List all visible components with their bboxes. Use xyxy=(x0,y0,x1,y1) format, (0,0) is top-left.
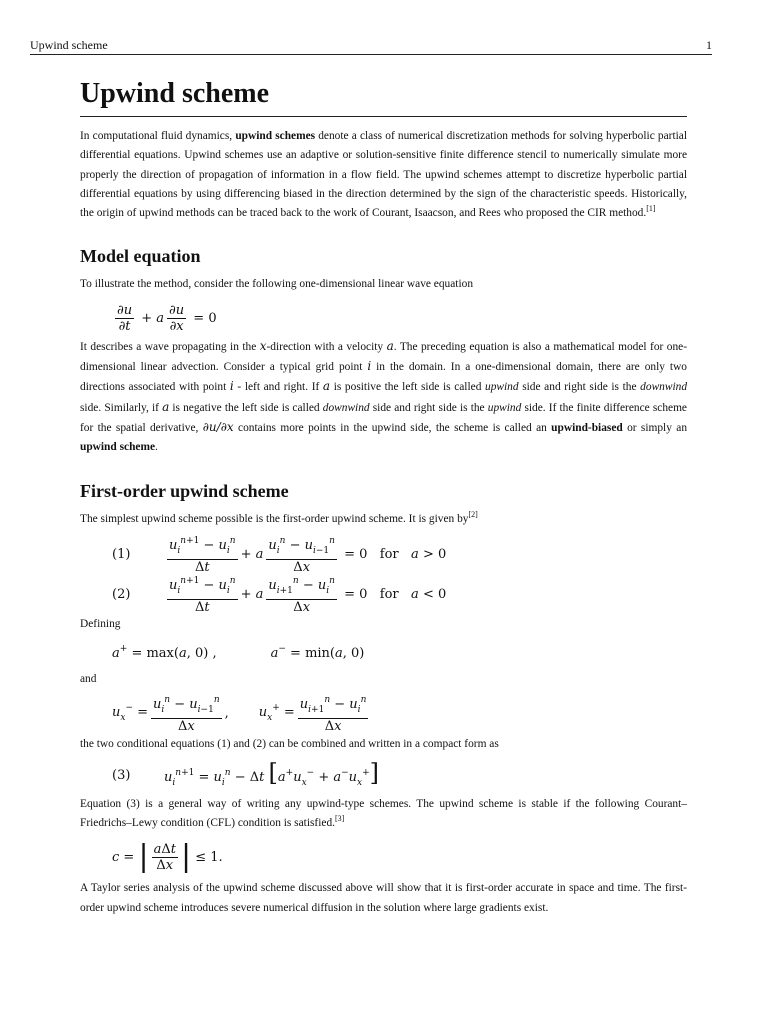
and-label: and xyxy=(80,673,97,686)
equation-2: (2) $u_i^{n+1} - u_i^n$ Δt + a $u_{i+1}^n - u_i^n$ Δx = 0 for a < 0 xyxy=(112,576,447,616)
page-number: 1 xyxy=(706,38,712,52)
running-header xyxy=(30,38,712,55)
first-order-lead: The simplest upwind scheme possible is the first-order upwind scheme. It is given by[2] xyxy=(80,509,478,525)
scheme-equations xyxy=(112,535,687,615)
heading-first-order: First-order upwind scheme xyxy=(80,480,289,501)
a-plus-minus-definitions: a+ = max(a, 0) , a− = min(a, 0) xyxy=(112,643,365,661)
model-lead: To illustrate the method, consider the following one-dimensional linear wave equation xyxy=(80,278,474,291)
citation-1[interactable]: [1] xyxy=(646,204,656,214)
citation-2[interactable]: [2] xyxy=(468,509,478,519)
wave-equation: ∂u ∂t + a $\frac{\partial u}{\partial x}$ = 0 xyxy=(117,303,217,335)
difference-definitions: $u_x^-$ = $u_i^n - u_{i-1}^n$ Δx , $u_x^+$ = $u_{i+1}^n - u_i^n$ Δx xyxy=(112,694,367,734)
page-title: Upwind scheme xyxy=(80,76,687,117)
equation-3: (3) $u_i^{n+1} = u_i^n - \Delta t$ $[a^+u_x^- + a^-u_x^+]$ xyxy=(112,759,380,789)
taylor-paragraph: A Taylor series analysis of the upwind scheme discussed above will show that it is first-order accurate in space and time. The first-order upwind scheme introduces severe numerical diffusion in the solution where large gradients exist. xyxy=(80,882,687,914)
equation-3-paragraph: Equation (3) is a general way of writing any upwind-type schemes. The upwind scheme is stable if the following Courant–Friedrichs–Lewy condition (CFL) condition is satisfied.[3] xyxy=(80,797,687,830)
combined-text: the two conditional equations (1) and (2) can be combined and written in a compact form as xyxy=(80,738,499,751)
term-upwind-schemes: upwind schemes xyxy=(235,130,316,142)
defining-label: Defining xyxy=(80,617,121,630)
heading-model-equation: Model equation xyxy=(80,246,201,267)
intro-paragraph: In computational fluid dynamics, upwind schemes denote a class of numerical discretization methods for solving hyperbolic partial differential equations. Upwind schemes use an adaptive or solution-sensitive finite difference stencil to numerically simulate more properly the direction of propagation of information in a flow field. The upwind schemes attempt to discretize hyperbolic partial differential equations by using differencing biased in the direction determined by the sign of the characteristic speeds. Historically, the origin of upwind methods can be traced back to the work of Courant, Isaacson, and Rees who proposed the CIR method.[1] xyxy=(80,130,687,220)
header-title: Upwind scheme xyxy=(30,38,108,52)
citation-3[interactable]: [3] xyxy=(335,814,345,824)
equation-1: (1) $u_i^{n+1} - u_i^n$ Δt + a $u_i^n - u_{i-1}^n$ Δx = 0 for a > 0 xyxy=(112,536,447,576)
cfl-condition: c = | aΔt Δx | ≤ 1. xyxy=(112,839,223,875)
article-body xyxy=(80,76,687,918)
model-paragraph: It describes a wave propagating in the x-direction with a velocity a. The preceding equation is also a mathematical model for one-dimensional linear advection. Consider a typical grid point i in the domain. In a one-dimensional domain, there are only two directions associated with point i - left and right. If a is positive the left side is called upwind side and right side is the downwind side. Similarly, if a is negative the left side is called downwind side and right side is the upwind side. If the finite difference scheme for the spatial derivative, ∂u/∂x contains more points in the upwind side, the scheme is called an upwind-biased or simply an upwind scheme. xyxy=(80,338,688,454)
